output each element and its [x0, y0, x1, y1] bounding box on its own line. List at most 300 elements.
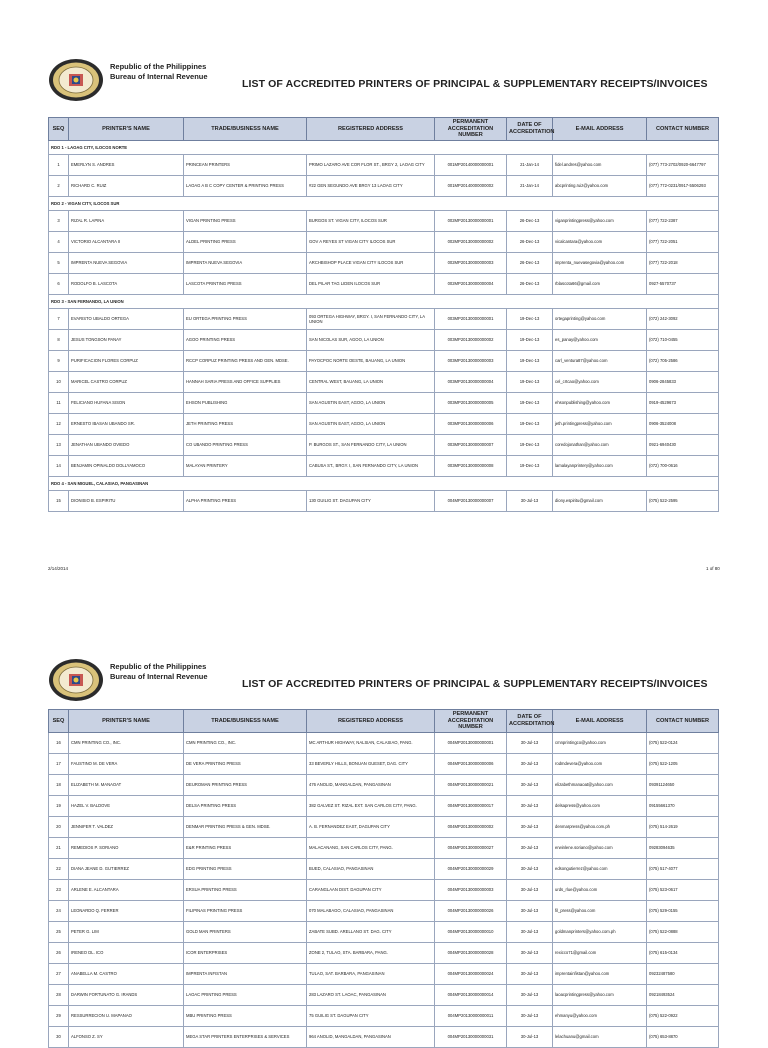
cell-trade: EHSON PUBLISHING — [184, 392, 307, 413]
cell-date: 19-Dec-13 — [507, 371, 553, 392]
cell-name: JESUS TONGSON PANAY — [69, 329, 184, 350]
cell-accr: 003MP20130000000008 — [435, 455, 507, 476]
cell-name: PURIFICACION FLORES CORPUZ — [69, 350, 184, 371]
table-row — [49, 371, 719, 392]
cell-address: MC ARTHUR HIGHWAY, NALSIAN, CALASIAO, PANG. — [307, 732, 435, 753]
table-row — [49, 434, 719, 455]
printers-table — [48, 709, 719, 1048]
cell-seq: 12 — [49, 413, 69, 434]
cell-accr: 003MP20130000000006 — [435, 413, 507, 434]
cell-accr: 004MP20130000000002 — [435, 816, 507, 837]
cell-email: imprenta_nuevasegovia@yahoo.com — [553, 252, 647, 273]
cell-date: 26-Dec-13 — [507, 210, 553, 231]
cell-address: TULAO, SAT. BARBARA, PANGASINAN — [307, 963, 435, 984]
cell-address: 070 MALABAGO, CALASIAO, PANGASINAN — [307, 900, 435, 921]
cell-address: BUED, CALASIAO, PANGASINAN — [307, 858, 435, 879]
cell-seq: 6 — [49, 273, 69, 294]
cell-date: 30-Jul-13 — [507, 963, 553, 984]
cell-address: #22 GEN SEGUNDO AVE BRGY 13 LAOAG CITY — [307, 175, 435, 196]
cell-seq: 22 — [49, 858, 69, 879]
table-row — [49, 921, 719, 942]
cell-contact: (075) 517-4077 — [647, 858, 719, 879]
cell-email: rodmdevera@yahoo.com — [553, 753, 647, 774]
cell-name: JENNIFER T. VALDEZ — [69, 816, 184, 837]
col-header-contact: CONTACT NUMBER — [647, 118, 719, 141]
cell-accr: 004MP20130000000029 — [435, 858, 507, 879]
cell-name: FAUSTINO M. DE VERA — [69, 753, 184, 774]
page-header — [48, 658, 728, 702]
col-header-name: PRINTER'S NAME — [69, 710, 184, 733]
table-row — [49, 154, 719, 175]
col-header-address: REGISTERED ADDRESS — [307, 118, 435, 141]
agency-line-2: Bureau of Internal Revenue — [110, 72, 208, 81]
agency-name — [110, 62, 208, 82]
cell-date: 30-Jul-13 — [507, 795, 553, 816]
cell-address: ZABATE SUBD. ARELLANO ST. DAG. CITY — [307, 921, 435, 942]
cell-date: 30-Jul-13 — [507, 858, 553, 879]
cell-accr: 004MP20130000000001 — [435, 732, 507, 753]
cell-contact: (077) 773-2702/0920-6647797 — [647, 154, 719, 175]
cell-date: 30-Jul-13 — [507, 1026, 553, 1047]
table-row — [49, 963, 719, 984]
table-row — [49, 816, 719, 837]
page-header — [48, 58, 728, 102]
cell-trade: IMPRENTA INFISTAN — [184, 963, 307, 984]
cell-address: ARCHBISHOP PLACE VIGAN CITY ILOCOS SUR — [307, 252, 435, 273]
cell-name: DIONISIO B. ESPIRITU — [69, 490, 184, 511]
table-row — [49, 413, 719, 434]
cell-email: ortegaprinting@yahoo.com — [553, 308, 647, 329]
cell-accr: 004MP20130000000021 — [435, 774, 507, 795]
cell-date: 30-Jul-13 — [507, 816, 553, 837]
cell-contact: 0919-4529673 — [647, 392, 719, 413]
cell-date: 26-Dec-13 — [507, 252, 553, 273]
cell-accr: 001MP20140000000002 — [435, 175, 507, 196]
table-row — [49, 350, 719, 371]
rdo-group-row — [49, 196, 719, 210]
cell-name: EMERLYN S. ANDRES — [69, 154, 184, 175]
cell-seq: 13 — [49, 434, 69, 455]
table-row — [49, 795, 719, 816]
cell-accr: 003MP20130000000002 — [435, 329, 507, 350]
bir-seal-icon — [48, 58, 104, 102]
table-row — [49, 329, 719, 350]
cell-contact: (075) 529-0155 — [647, 900, 719, 921]
cell-accr: 003MP20130000000001 — [435, 308, 507, 329]
cell-name: ARLENE E. ALCANTARA — [69, 879, 184, 900]
cell-date: 19-Dec-13 — [507, 434, 553, 455]
cell-date: 19-Dec-13 — [507, 392, 553, 413]
cell-date: 19-Dec-13 — [507, 455, 553, 476]
cell-trade: ERSUA PRINTING PRESS — [184, 879, 307, 900]
table-row — [49, 1005, 719, 1026]
cell-trade: LAOAC PRINTING PRESS — [184, 984, 307, 1005]
cell-address: SAN AGUSTIN EAST, AGOO, LA UNION — [307, 392, 435, 413]
cell-date: 21-Jan-14 — [507, 175, 553, 196]
table-row — [49, 1026, 719, 1047]
cell-name: VICTORIO ALCANTARA II — [69, 231, 184, 252]
cell-address: SAN NICOLAS SUR, AGOO, LA UNION — [307, 329, 435, 350]
cell-seq: 15 — [49, 490, 69, 511]
col-header-contact: CONTACT NUMBER — [647, 710, 719, 733]
cell-seq: 14 — [49, 455, 69, 476]
table-row — [49, 490, 719, 511]
cell-email: diony.espiritu@gmail.com — [553, 490, 647, 511]
cell-accr: 002MP20130000000004 — [435, 273, 507, 294]
cell-email: erwinlene.soriano@yahoo.com — [553, 837, 647, 858]
col-header-trade: TRADE/BUSINESS NAME — [184, 118, 307, 141]
document-title: LIST OF ACCREDITED PRINTERS OF PRINCIPAL & SUPPLEMENTARY RECEIPTS/INVOICES — [242, 78, 708, 90]
cell-address: 33 BEVERLY HILLS, BONUAN GUESET, DAG. CITY — [307, 753, 435, 774]
cell-address: 283 LAZARO ST. LAOAC, PANGASINAN — [307, 984, 435, 1005]
cell-trade: DENMAR PRINTING PRESS & GEN. MDSE. — [184, 816, 307, 837]
cell-email: lelachuanu@gmail.com — [553, 1026, 647, 1047]
cell-name: EVARISTO UBALDO ORTEGA — [69, 308, 184, 329]
cell-date: 19-Dec-13 — [507, 413, 553, 434]
cell-date: 30-Jul-13 — [507, 774, 553, 795]
table-row — [49, 231, 719, 252]
rdo-group-label: RDO 1 - LAOAG CITY, ILOCOS NORTE — [49, 140, 719, 154]
cell-trade: CMN PRINTING CO., INC. — [184, 732, 307, 753]
cell-email: rblascota66@gmail.com — [553, 273, 647, 294]
table-row — [49, 273, 719, 294]
rdo-group-row — [49, 140, 719, 154]
cell-seq: 8 — [49, 329, 69, 350]
cell-seq: 9 — [49, 350, 69, 371]
cell-accr: 002MP20130000000001 — [435, 210, 507, 231]
cell-contact: 09218493524 — [647, 984, 719, 1005]
cell-accr: 004MP20130000000024 — [435, 963, 507, 984]
cell-contact: (075) 514-2619 — [647, 816, 719, 837]
cell-name: LEONARDO Q. FERRER — [69, 900, 184, 921]
cell-date: 30-Jul-13 — [507, 1005, 553, 1026]
cell-seq: 10 — [49, 371, 69, 392]
cell-email: urds_rlue@yahoo.com — [553, 879, 647, 900]
cell-contact: 0921-6940430 — [647, 434, 719, 455]
rdo-group-label: RDO 3 - SAN FERNANDO, LA UNION — [49, 294, 719, 308]
table-row — [49, 392, 719, 413]
cell-date: 19-Dec-13 — [507, 308, 553, 329]
cell-accr: 004MP20130000000014 — [435, 984, 507, 1005]
cell-name: CMN PRINTING CO., INC. — [69, 732, 184, 753]
cell-name: ALFONSO Z. SY — [69, 1026, 184, 1047]
cell-email: es_panay@yahoo.com — [553, 329, 647, 350]
cell-trade: ALPHA PRINTING PRESS — [184, 490, 307, 511]
cell-trade: IMPRENTA NUEVA SEGOVIA — [184, 252, 307, 273]
table-row — [49, 900, 719, 921]
col-header-trade: TRADE/BUSINESS NAME — [184, 710, 307, 733]
cell-trade: RCCP CORPUZ PRINTING PRESS AND GEN. MDSE. — [184, 350, 307, 371]
cell-name: DIANA JEANE D. GUTIERREZ — [69, 858, 184, 879]
cell-email: cmnprintingco@yahoo.com — [553, 732, 647, 753]
cell-email: carl_ventura87@yahoo.com — [553, 350, 647, 371]
cell-seq: 27 — [49, 963, 69, 984]
cell-address: P. BURGOS ST., SAN FERNANDO CITY, LA UNION — [307, 434, 435, 455]
cell-seq: 21 — [49, 837, 69, 858]
cell-email: rexicco71@gmail.com — [553, 942, 647, 963]
col-header-email: E-MAIL ADDRESS — [553, 118, 647, 141]
cell-accr: 002MP20130000000002 — [435, 231, 507, 252]
col-header-seq: SEQ — [49, 710, 69, 733]
cell-trade: LASCOTA PRINTING PRESS — [184, 273, 307, 294]
cell-seq: 23 — [49, 879, 69, 900]
cell-address: 75 GUILIG ST. DAGUPAN CITY — [307, 1005, 435, 1026]
cell-accr: 001MP20140000000001 — [435, 154, 507, 175]
cell-date: 26-Dec-13 — [507, 231, 553, 252]
cell-seq: 25 — [49, 921, 69, 942]
col-header-seq: SEQ — [49, 118, 69, 141]
cell-trade: DELSA PRINTING PRESS — [184, 795, 307, 816]
col-header-email: E-MAIL ADDRESS — [553, 710, 647, 733]
cell-date: 26-Dec-13 — [507, 273, 553, 294]
cell-contact: (075) 653-8870 — [647, 1026, 719, 1047]
cell-name: FELICIANO HUFANA SISON — [69, 392, 184, 413]
table-row — [49, 984, 719, 1005]
cell-address: GOV A REYES ST VIGAN CITY ILOCOS SUR — [307, 231, 435, 252]
cell-seq: 2 — [49, 175, 69, 196]
table-header-row — [49, 710, 719, 733]
table-row — [49, 774, 719, 795]
cell-trade: EU ORTEGA PRINTING PRESS — [184, 308, 307, 329]
cell-seq: 18 — [49, 774, 69, 795]
cell-contact: 0906-2845833 — [647, 371, 719, 392]
cell-date: 30-Jul-13 — [507, 921, 553, 942]
cell-contact: (072) 242-3092 — [647, 308, 719, 329]
cell-address: 476 ANOLID, MANGALDAN, PANGASINAN — [307, 774, 435, 795]
rdo-group-label: RDO 2 - VIGAN CITY, ILOCOS SUR — [49, 196, 719, 210]
cell-contact: (075) 523-0617 — [647, 879, 719, 900]
cell-contact: (077) 722-2051 — [647, 231, 719, 252]
cell-email: jeth.printingpress@yahoo.com — [553, 413, 647, 434]
cell-address: MALACANANG, SAN CARLOS CITY, PANG. — [307, 837, 435, 858]
cell-accr: 004MP20130000000006 — [435, 753, 507, 774]
cell-name: REMEDIOS P. SORIANO — [69, 837, 184, 858]
table-row — [49, 308, 719, 329]
table-row — [49, 858, 719, 879]
cell-accr: 004MP20130000000007 — [435, 490, 507, 511]
cell-name: ELIZABETH M. MANAOAT — [69, 774, 184, 795]
cell-accr: 004MP20130000000028 — [435, 942, 507, 963]
cell-accr: 004MP20130000000010 — [435, 921, 507, 942]
cell-contact: 09232487580 — [647, 963, 719, 984]
cell-accr: 003MP20130000000004 — [435, 371, 507, 392]
cell-address: A. B. FERNANDEZ EAST, DAGUPAN CITY — [307, 816, 435, 837]
cell-trade: LAOAG A B C COPY CENTER & PRINTING PRESS — [184, 175, 307, 196]
cell-seq: 26 — [49, 942, 69, 963]
table-row — [49, 753, 719, 774]
col-header-address: REGISTERED ADDRESS — [307, 710, 435, 733]
cell-address: 093 ORTEGA HIGHWAY, BRGY. I, SAN FERNANDO CITY, LA UNION — [307, 308, 435, 329]
cell-contact: 09391124650 — [647, 774, 719, 795]
cell-seq: 4 — [49, 231, 69, 252]
col-header-date: DATE OF ACCREDITATION — [507, 118, 553, 141]
cell-trade: EDG PRINTING PRESS — [184, 858, 307, 879]
cell-date: 30-Jul-13 — [507, 732, 553, 753]
cell-name: PETER G. LIM — [69, 921, 184, 942]
cell-date: 19-Dec-13 — [507, 329, 553, 350]
cell-email: imprentainfistan@yahoo.com — [553, 963, 647, 984]
cell-seq: 17 — [49, 753, 69, 774]
cell-address: CENTRAL WEST, BAUANG, LA UNION — [307, 371, 435, 392]
table-row — [49, 837, 719, 858]
footer-page-number: 1 of 80 — [706, 566, 720, 571]
cell-accr: 004MP20130000000011 — [435, 1005, 507, 1026]
agency-line-1: Republic of the Philippines — [110, 662, 207, 671]
cell-trade: AGOO PRINTING PRESS — [184, 329, 307, 350]
cell-trade: MEGA STAR PRINTERS ENTERPRISES & SERVICES — [184, 1026, 307, 1047]
cell-trade: VIGAN PRINTING PRESS — [184, 210, 307, 231]
cell-contact: (077) 772-0231/0917-5506293 — [647, 175, 719, 196]
cell-name: DARWIN FORTUNATO G. IRANDS — [69, 984, 184, 1005]
cell-email: laoacprintingpress@yahoo.com — [553, 984, 647, 1005]
cell-name: RODOLFO B. LASCOTA — [69, 273, 184, 294]
cell-contact: 09283094635 — [647, 837, 719, 858]
agency-line-2: Bureau of Internal Revenue — [110, 672, 208, 681]
cell-trade: ALDEL PRINTING PRESS — [184, 231, 307, 252]
cell-address: 130 GUILIG ST. DAGUPAN CITY — [307, 490, 435, 511]
cell-address: CARANGLAAN DIST. DAGUPAN CITY — [307, 879, 435, 900]
cell-seq: 29 — [49, 1005, 69, 1026]
table-row — [49, 455, 719, 476]
cell-contact: (075) 522-0888 — [647, 921, 719, 942]
cell-email: viganprintingpress@yahoo.com — [553, 210, 647, 231]
cell-seq: 19 — [49, 795, 69, 816]
cell-name: IRENEO DL. ICO — [69, 942, 184, 963]
cell-address: DEL PILAR TAG LIDEN ILOCOS SUR — [307, 273, 435, 294]
cell-name: RICHARD C. RUIZ — [69, 175, 184, 196]
cell-name: JENATHAN UBANDO OVIEDO — [69, 434, 184, 455]
cell-email: goldmanprinters@yahoo.com.ph — [553, 921, 647, 942]
table-row — [49, 175, 719, 196]
cell-email: fil_press@yahoo.com — [553, 900, 647, 921]
cell-date: 30-Jul-13 — [507, 753, 553, 774]
cell-date: 30-Jul-13 — [507, 942, 553, 963]
cell-email: delsapress@yahoo.com — [553, 795, 647, 816]
cell-address: CABUSA ST., BRGY. I, SAN FERNANDO CITY, LA UNION — [307, 455, 435, 476]
agency-name — [110, 662, 208, 682]
cell-accr: 004MP20130000000031 — [435, 1026, 507, 1047]
cell-name: ERNESTO IBASAN UBANDO SR. — [69, 413, 184, 434]
cell-accr: 003MP20130000000005 — [435, 392, 507, 413]
cell-email: ehsonpublishing@yahoo.com — [553, 392, 647, 413]
cell-address: ZONE 2, TULAO, STA. BARBARA, PANG. — [307, 942, 435, 963]
cell-accr: 004MP20130000000027 — [435, 837, 507, 858]
cell-address: PAYOCPOC NORTE OESTE, BAUANG, LA UNION — [307, 350, 435, 371]
cell-name: RIZAL R. LAPINA — [69, 210, 184, 231]
cell-name: RESSURRECION U. MAPANAO — [69, 1005, 184, 1026]
cell-name: IMPRENTA NUEVA SEGOVIA — [69, 252, 184, 273]
rdo-group-row — [49, 294, 719, 308]
cell-seq: 16 — [49, 732, 69, 753]
cell-trade: ICOR ENTERPRISES — [184, 942, 307, 963]
cell-trade: CO UBANDO PRINTING PRESS — [184, 434, 307, 455]
document-title: LIST OF ACCREDITED PRINTERS OF PRINCIPAL & SUPPLEMENTARY RECEIPTS/INVOICES — [242, 678, 708, 690]
cell-seq: 5 — [49, 252, 69, 273]
cell-seq: 3 — [49, 210, 69, 231]
col-header-accreditation: PERMANENT ACCREDITATION NUMBER — [435, 710, 507, 733]
cell-seq: 1 — [49, 154, 69, 175]
cell-contact: (075) 522-2595 — [647, 490, 719, 511]
cell-contact: (075) 522-0124 — [647, 732, 719, 753]
cell-accr: 003MP20130000000007 — [435, 434, 507, 455]
cell-contact: (072) 710-0455 — [647, 329, 719, 350]
cell-trade: JETH PRINTING PRESS — [184, 413, 307, 434]
cell-trade: HANNAH SARIA PRESS AND OFFICE SUPPLIES — [184, 371, 307, 392]
cell-accr: 003MP20130000000003 — [435, 350, 507, 371]
table-row — [49, 879, 719, 900]
cell-accr: 004MP20130000000003 — [435, 879, 507, 900]
cell-name: ANABELLA M. CASTRO — [69, 963, 184, 984]
col-header-date: DATE OF ACCREDITATION — [507, 710, 553, 733]
cell-date: 19-Dec-13 — [507, 350, 553, 371]
cell-trade: FILIPINAS PRINTING PRESS — [184, 900, 307, 921]
cell-date: 30-Jul-13 — [507, 490, 553, 511]
cell-date: 30-Jul-13 — [507, 900, 553, 921]
cell-contact: (075) 522-0922 — [647, 1005, 719, 1026]
cell-trade: DE VERA PRINTING PRESS — [184, 753, 307, 774]
cell-contact: (072) 700-0616 — [647, 455, 719, 476]
cell-contact: 09155661370 — [647, 795, 719, 816]
cell-date: 30-Jul-13 — [507, 837, 553, 858]
cell-trade: MALAYAN PRINTERY — [184, 455, 307, 476]
cell-email: cel_crtcao@yahoo.com — [553, 371, 647, 392]
cell-seq: 20 — [49, 816, 69, 837]
cell-seq: 30 — [49, 1026, 69, 1047]
cell-contact: 0906-3524008 — [647, 413, 719, 434]
table-header-row — [49, 118, 719, 141]
cell-contact: (075) 522-1205 — [647, 753, 719, 774]
cell-accr: 004MP20130000000026 — [435, 900, 507, 921]
table-row — [49, 210, 719, 231]
table-row — [49, 942, 719, 963]
col-header-accreditation: PERMANENT ACCREDITATION NUMBER — [435, 118, 507, 141]
bir-seal-icon — [48, 658, 104, 702]
cell-name: BENJAMIN OPINALDO DOLLYAMOCO — [69, 455, 184, 476]
cell-trade: GOLD MAN PRINTERS — [184, 921, 307, 942]
cell-email: coredojonathan@yahoo.com — [553, 434, 647, 455]
cell-email: lamalayanprintery@yahoo.com — [553, 455, 647, 476]
cell-name: HAZEL V. BALDOVE — [69, 795, 184, 816]
cell-contact: (075) 615-0134 — [647, 942, 719, 963]
cell-email: denmarpress@yahoo.com.ph — [553, 816, 647, 837]
cell-email: fidel.andres@yahoo.com — [553, 154, 647, 175]
cell-address: 964 ANOLID, MANGALDAN, PANGASINAN — [307, 1026, 435, 1047]
cell-address: SAN AGUSTIN EAST, AGOO, LA UNION — [307, 413, 435, 434]
table-row — [49, 732, 719, 753]
footer-date: 2/14/2014 — [48, 566, 69, 571]
cell-date: 21-Jan-14 — [507, 154, 553, 175]
cell-contact: (077) 722-2387 — [647, 210, 719, 231]
cell-accr: 002MP20130000000003 — [435, 252, 507, 273]
cell-seq: 28 — [49, 984, 69, 1005]
cell-email: vicalcantara@yahoo.com — [553, 231, 647, 252]
cell-name: MARICEL CASTRO CORPUZ — [69, 371, 184, 392]
cell-date: 30-Jul-13 — [507, 879, 553, 900]
cell-address: BURGOS ST. VIGAN CITY, ILOCOS SUR — [307, 210, 435, 231]
cell-seq: 24 — [49, 900, 69, 921]
agency-line-1: Republic of the Philippines — [110, 62, 207, 71]
cell-address: 382 GALVEZ ST. RIZAL EXT. SAN CARLOS CITY, PANG. — [307, 795, 435, 816]
cell-seq: 7 — [49, 308, 69, 329]
cell-email: abcprinting.ruiz@yahoo.com — [553, 175, 647, 196]
cell-email: edsongutierrez@yahoo.com — [553, 858, 647, 879]
rdo-group-label: RDO 4 - SAN MIGUEL, CALASIAO, PANGASINAN — [49, 476, 719, 490]
cell-trade: MBU PRINTING PRESS — [184, 1005, 307, 1026]
cell-email: ehmanyu@yahoo.com — [553, 1005, 647, 1026]
col-header-name: PRINTER'S NAME — [69, 118, 184, 141]
printers-table — [48, 117, 719, 512]
cell-date: 30-Jul-13 — [507, 984, 553, 1005]
